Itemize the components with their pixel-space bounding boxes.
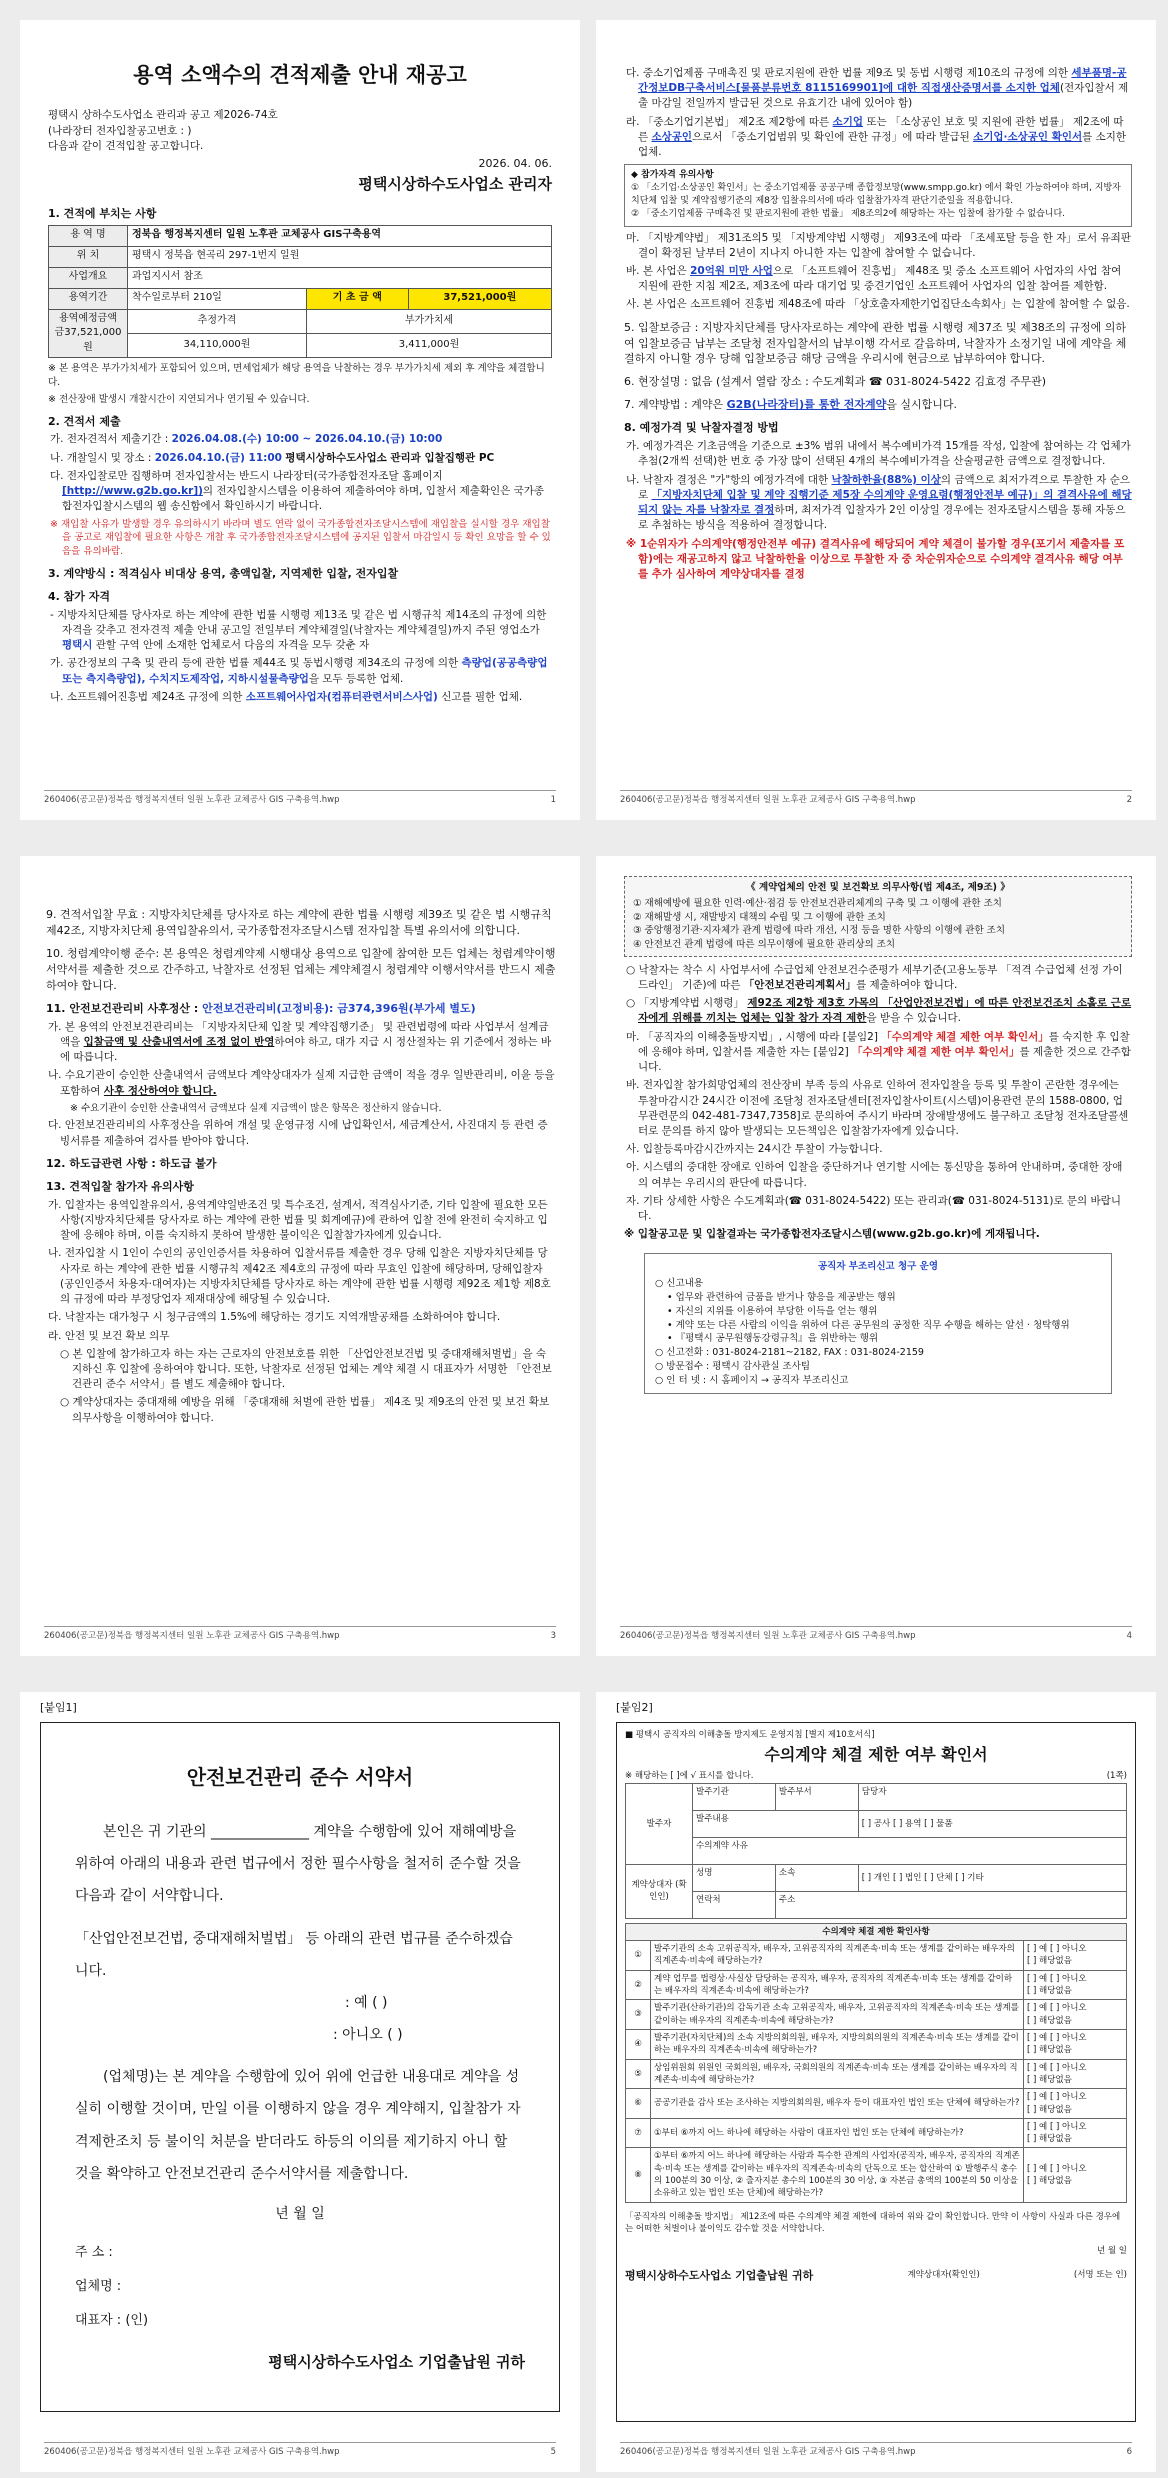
form-header: ■ 평택시 공직자의 이해충돌 방지제도 운영지침 [별지 제10호서식] — [625, 1729, 875, 1740]
form-recipient: 평택시상하수도사업소 기업출납원 귀하 — [625, 2268, 814, 2282]
caution-c: 다. 낙찰자는 대가청구 시 청구금액의 1.5%에 해당하는 경기도 지역개발공채를 소화하여야 합니다. — [48, 1311, 501, 1324]
est-price-label: 추정가격 — [128, 309, 307, 333]
service-name: 정북읍 행정복지센터 일원 노후관 교체공사 GIS구축용역 — [128, 225, 552, 246]
field-label: 발주내용 — [693, 1810, 859, 1837]
field-label: 수의계약 사유 — [693, 1837, 1127, 1864]
rebid-number: (나라장터 전자입찰공고번호 : ) — [48, 124, 192, 137]
row-number: ① — [626, 1941, 651, 1971]
page-number: 5 — [550, 2446, 556, 2457]
term: 「지방자치단체 입찰 및 계약 집행기준 제5장 수의계약 운영요령(행정안전부 예규)」의 결격사유에 해당되지 않는 자를 낙찰자로 결정 — [638, 488, 1132, 517]
text: 으로 「소프트웨어 진흥법」 제48조 및 중소 소프트웨어 사업자의 사업 참여 지원에 관한 지침 제2조, 제3조에 따라 대기업 및 중견기업인 소프트웨어 사업자의 입찰 참여를 제한함. — [638, 264, 1122, 293]
text: 가. 본 용역의 안전보건관리비는 「지방자치단체 입찰 및 계약집행기준」 및 관련법령에 따라 사업부서 설계금액을 — [48, 1020, 549, 1048]
page-5 — [20, 1692, 580, 2472]
term: 20억원 미만 사업 — [690, 264, 773, 277]
check-answer[interactable] — [1024, 1970, 1127, 2000]
service-overview: 과업지시서 참조 — [128, 267, 552, 288]
page-side: (1쪽) — [1106, 1771, 1127, 1782]
page-footer — [44, 790, 556, 806]
vat-note: ※ 본 용역은 부가가치세가 포함되어 있으며, 면세업체가 해당 용역을 낙찰하는 경우 부가가치세 제외 후 계약을 체결합니다. — [48, 363, 545, 388]
text: 또는 「소상공인 보호 및 지원에 관한 법률」 제2조에 따른 — [638, 115, 1124, 143]
note-item: ② 「중소기업제품 구매촉진 및 판로지원에 관한 법률」 제8조의2에 해당하는 자는 입찰에 참가할 수 없습니다. — [631, 209, 1066, 220]
text: 다. 중소기업제품 구매촉진 및 판로지원에 관한 법률 제9조 및 동법 시행령 제10조의 규정에 의한 — [626, 67, 1069, 79]
form-title: 안전보건관리 준수 서약서 — [186, 1764, 414, 1789]
vat-label: 부가가치세 — [307, 309, 552, 333]
price-method: 가. 예정가격은 기초금액을 기준으로 ±3% 범위 내에서 복수예비가격 15개를 작성, 입찰에 참여하는 각 업체가 추첨(2개씩 선택)한 번호 중 가장 많이 선택된 4개의 복수예비가격을 산술평균한 금액으로 결정합니다. — [626, 440, 1131, 468]
caution-d2: ○ 계약상대자는 중대재해 예방을 위해 「중대재해 처벌에 관한 법률」 제4조 및 제9조의 안전 및 보건 확보 의무사항을 이행하여야 합니다. — [60, 1396, 550, 1424]
check-question: 상임위원회 위원인 국회의원, 배우자, 국회의원의 직계존속·비속 또는 생계를 같이하는 배우자의 직계존속·비속에 해당하는가? — [651, 2059, 1024, 2089]
text: 으로서 「중소기업범위 및 확인에 관한 규정」에 따라 발급된 — [692, 130, 970, 143]
section-1-title: 1. 견적에 부치는 사항 — [48, 206, 157, 220]
page-3 — [20, 856, 580, 1656]
pledge-body — [75, 1816, 525, 2230]
party-table — [625, 1783, 1127, 1919]
text: (전자입찰서 제출 마감일 전일까지 발급된 것으로 유효기간 내에 있어야 함) — [638, 82, 1129, 110]
corruption-report-box — [644, 1253, 1112, 1395]
field-label: 연락처 — [693, 1891, 776, 1918]
report-item: ○ 신고내용 — [655, 1278, 704, 1290]
report-item: • 자신의 지위를 이용하여 부당한 이득을 얻는 행위 — [667, 1305, 878, 1317]
issuer-label: 발주자 — [626, 1783, 693, 1864]
answer-na[interactable]: [ ] 해당없음 — [1027, 2074, 1072, 2085]
row-number: ④ — [626, 2029, 651, 2059]
product-code: 세부품명-공간정보DB구축서비스[물품분류번호 8115169901]에 대한 직접생산증명서를 소지한 업체 — [638, 67, 1127, 95]
caution-a: 가. 입찰자는 용역입찰유의서, 용역계약일반조건 및 특수조건, 설계서, 적격심사기준, 기타 입찰에 필요한 모든 사항(지방자치단체를 당사자로 하는 계약에 관한 법률 및 회계예규)에 관하여 입찰 전에 완전히 숙지하고 입찰에 응해야 하며, 이를 숙지하지 못하여 발생한 불이익은 입찰참가자에게 있습니다. — [48, 1198, 548, 1242]
answer-yes-no[interactable]: [ ] 예 [ ] 아니오 — [1027, 2121, 1087, 2132]
text: 7. 계약방법 : 계약은 — [624, 398, 724, 412]
section-5: 5. 입찰보증금 : 지방자치단체를 당사자로하는 계약에 관한 법률 시행령 제37조 및 제38조의 규정에 의하여 입찰보증금 납부는 조달청 전자입찰서의 납부이행 각서로 갈음하며, 낙찰자가 소정기일 내에 계약을 체결하지 아니할 경우 당해 입찰보증금 해당 금액을 우리시에 현금으로 납부하여야 합니다. — [624, 320, 1127, 366]
answer-na[interactable]: [ ] 해당없음 — [1027, 2015, 1072, 2026]
sign-note: (서명 또는 인) — [1073, 2270, 1127, 2281]
term: 「안전보건관리계획서」 — [743, 979, 857, 992]
caution-d1: ○ 본 입찰에 참가하고자 하는 자는 근로자의 안전보호를 위한 「산업안전보건법 및 중대재해처벌법」을 숙지하신 후 입찰에 응하여야 합니다. 또한, 낙찰자로 선정된 업체는 계약 체결 시 대표자가 서명한 「안전보건관리 준수 서약서」를 별도 제출해야 합니다. — [60, 1347, 552, 1391]
row-number: ⑦ — [626, 2118, 651, 2148]
section-4-title: 4. 참가 자격 — [48, 589, 110, 603]
box-title: 《 계약업체의 안전 및 보건확보 의무사항(법 제4조, 제9조) 》 — [746, 882, 1010, 893]
caution-b: 나. 전자입찰 시 1인이 수인의 공인인증서를 차용하여 입찰서류를 제출한 경우 당해 입찰은 지방자치단체를 당사자로 하는 계약에 관한 법률 시행규칙 제42조 제4호의 규정에 따라 무효인 입찰에 해당하며, 당해입찰자(공인인증서 차용자·대여자)는 지방자치단체를 당사자로 하는 계약에 관한 법률 시행령 제92조 제1항 제8호의 규정에 따라 부정당업자 제재대상에 해당될 수 있습니다. — [48, 1247, 551, 1306]
submission-period-value: 2026.04.08.(수) 10:00 ~ 2026.04.10.(금) 10:00 — [171, 433, 443, 446]
table-row — [626, 1891, 1127, 1918]
table-row — [626, 1837, 1127, 1864]
page-footer — [620, 2442, 1132, 2458]
field-label: 성명 — [693, 1864, 776, 1891]
notice-date: 2026. 04. 06. — [478, 157, 552, 171]
mark-note: ※ 해당하는 [ ]에 √ 표시를 합니다. — [625, 1771, 754, 1782]
signer-row — [625, 2268, 1127, 2284]
field-label: 발주부서 — [775, 1783, 858, 1810]
duty-item: ② 재해발생 시, 재발방지 대책의 수립 및 그 이행에 관한 조치 — [633, 911, 886, 923]
attachment-label: [붙임1] — [40, 1701, 77, 1714]
check-answer[interactable] — [1024, 2148, 1127, 2202]
duty-item: ① 재해예방에 필요한 인력·예산·점검 등 안전보건관리체계의 구축 및 그 이행에 관한 조치 — [633, 897, 1002, 909]
page-footer — [620, 1626, 1132, 1642]
text: 라. 「중소기업기본법」 제2조 제2항에 따른 — [626, 115, 830, 128]
section-6: 6. 현장설명 : 없음 (설계서 열람 장소 : 수도계획과 ☎ 031-8024-5422 김효경 주무관) — [624, 375, 1047, 389]
opening-time — [48, 451, 552, 466]
answer-yes-no[interactable]: [ ] 예 [ ] 아니오 — [1027, 1973, 1087, 1984]
footer-filename: 260406(공고문)정북읍 행정복지센터 일원 노후관 교체공사 GIS 구축용역.hwp — [44, 2446, 340, 2457]
field-label: 주소 — [775, 1891, 1126, 1918]
winner-method — [624, 473, 1132, 534]
duty-item: ④ 안전보건 관계 법령에 따른 의무이행에 필요한 관리상의 조치 — [633, 939, 896, 951]
label: 나. 개찰일시 및 장소 : — [50, 451, 152, 464]
term: 소기업 — [832, 115, 863, 128]
row-number: ⑥ — [626, 2089, 651, 2119]
safety-cost: 안전보건관리비(고정비용): 금374,396원(부가세 별도) — [202, 1001, 476, 1015]
section-11 — [46, 1001, 556, 1017]
text: 를 숙지한 후 입찰에 응해야 하며, 입찰서를 제출한 자는 [붙임2] — [638, 1030, 1130, 1058]
opening-time-value: 2026.04.10.(금) 11:00 — [154, 451, 282, 464]
text: 을 모두 등록한 업체. — [308, 672, 404, 685]
table-row — [49, 225, 552, 246]
region: 평택시 — [62, 639, 93, 652]
qualification-main — [48, 608, 552, 654]
g2b-link[interactable]: [http://www.g2b.go.kr]) — [62, 485, 203, 498]
result-posting: ※ 입찰공고문 및 입찰결과는 국가종합전자조달시스템(www.g2b.go.kr)에 게재됩니다. — [624, 1228, 1040, 1241]
signature-block — [75, 2236, 525, 2337]
text: 하며, 최저가격 입찰자가 2인 이상일 경우에는 전자조달시스템을 통해 자동으로 추첨하는 방식을 적용하여 결정합니다. — [638, 504, 1126, 532]
est-amount-label: 용역예정금액 — [59, 312, 117, 324]
signer-label: 계약상대자(확인인) — [907, 2270, 980, 2281]
table-header — [49, 309, 128, 358]
form-title: 수의계약 체결 제한 여부 확인서 — [764, 1745, 988, 1765]
check-answer[interactable] — [1024, 1941, 1127, 1971]
table-row — [49, 246, 552, 267]
bid-24h: 사. 입찰등록마감시간까지는 24시간 투찰이 가능합니다. — [626, 1143, 883, 1156]
opening-place: 평택시상하수도사업소 관리과 입찰집행관 PC — [285, 451, 495, 464]
answer-yes-no[interactable]: [ ] 예 [ ] 아니오 — [1027, 2062, 1087, 2073]
attachment-label: [붙임2] — [616, 1701, 653, 1714]
footer-filename: 260406(공고문)정북읍 행정복지센터 일원 노후관 교체공사 GIS 구축용역.hwp — [620, 1630, 916, 1641]
check-table — [625, 1923, 1127, 2203]
text: 의 금액으로 최저가격으로 투찰한 자 순으로 — [638, 473, 1130, 501]
row-number: ③ — [626, 2000, 651, 2030]
report-visit: ○ 방문접수 : 평택시 감사관실 조사팀 — [655, 1360, 811, 1372]
answer-yes-no[interactable]: [ ] 예 [ ] 아니오 — [1027, 1944, 1087, 1955]
check-question: 발주기관(산하기관)의 감독기관 소속 고위공직자, 배우자, 고위공직자의 직계존속·비속 또는 생계를 같이하는 배우자의 직계존속·비속에 해당하는가? — [651, 2000, 1024, 2030]
qualification-b — [48, 690, 552, 705]
qualification-limit-note — [624, 996, 1132, 1026]
report-phone: ○ 신고전화 : 031-8024-2181~2182, FAX : 031-8024-2159 — [655, 1347, 924, 1359]
term: 소상공인 — [651, 130, 693, 143]
form-date: 년 월 일 — [1096, 2246, 1127, 2257]
table-header: 위 치 — [49, 246, 128, 267]
notice-number: 평택시 상하수도사업소 관리과 공고 제2026-74호 — [48, 109, 278, 122]
text: 관할 구역 안에 소재한 업체로서 다음의 자격을 모두 갖춘 자 — [95, 639, 370, 652]
submission-period — [48, 432, 552, 447]
footer-filename: 260406(공고문)정북읍 행정복지센터 일원 노후관 교체공사 GIS 구축용역.hwp — [44, 1630, 340, 1641]
notes-title: ◆ 참가자격 유의사항 — [631, 170, 714, 181]
table-row — [626, 1923, 1127, 1940]
ceo-field: 대표자 : (인) — [75, 2312, 149, 2328]
row-number: ⑤ — [626, 2059, 651, 2089]
base-amount-value: 37,521,000원 — [408, 288, 551, 309]
rebid-warning: ※ 재입찰 사유가 발생할 경우 유의하시기 바라며 별도 연락 없이 국가종합전자조달시스템에 재입찰을 실시할 경우 재입찰을 공고로 재입찰에 필요한 사항은 개찰 후 국가종합전자조달시스템에 공지된 입찰서 마감일시 등 확인 요망을 할 수 있음을 유의바람. — [50, 518, 551, 558]
contact-info: 자. 기타 상세한 사항은 수도계획과(☎ 031-8024-5422) 또는 관리과(☎ 031-8024-5131)로 문의 바랍니다. — [626, 1194, 1121, 1223]
table-row — [49, 288, 552, 309]
answer-yes-no[interactable]: [ ] 예 [ ] 아니오 — [1027, 2163, 1087, 2174]
notice-org: 평택시상하수도사업소 관리자 — [358, 175, 552, 194]
system-outage: 아. 시스템의 중대한 장애로 인하여 입찰을 중단하거나 연기할 시에는 통신망을 통하여 안내하며, 중대한 장애의 여부는 우리시의 판단에 따릅니다. — [626, 1161, 1123, 1189]
safety-c: 다. 안전보건관리비의 사후정산을 위하여 개설 및 운영규정 시에 납입확인서, 세금계산서, 사진대지 등 관련 증빙서류를 제출하여 검사를 받아야 합니다. — [48, 1119, 548, 1147]
priority-warning: ※ 1순위자가 수의계약(행정안전부 예규) 결격사유에 해당되어 계약 체결이 불가할 경우(포기서 제출자를 포함)에는 재공고하지 않고 낙찰하한율 이상으로 투찰한 자 중 차순위자순으로 수의계약 결격사유 해당 여부를 추가 심사하여 계약상대자를 결정 — [626, 537, 1125, 580]
check-title: 수의계약 체결 제한 확인사항 — [626, 1923, 1127, 1940]
est-price-value: 34,110,000원 — [128, 333, 307, 357]
pledge-date: 년 월 일 — [275, 2206, 325, 2222]
page-number: 2 — [1126, 794, 1132, 805]
text: 마. 「공직자의 이해충돌방지법」, 시행에 따라 [붙임2] — [626, 1030, 878, 1043]
table-row — [626, 1864, 1127, 1891]
term: 「수의계약 체결 제한 여부 확인서」 — [852, 1045, 1020, 1058]
check-answer[interactable] — [1024, 2059, 1127, 2089]
page-number: 4 — [1126, 1630, 1132, 1641]
term: 제92조 제2항 제3호 가목의 「산업안전보건법」에 따른 안전보건조치 소홀로 근로자에게 위해를 끼치는 업체는 입찰 참가 자격 제한 — [638, 997, 1132, 1025]
table-row — [49, 267, 552, 288]
label: 가. 전자견적서 제출기간 : — [50, 433, 169, 446]
table-row — [626, 2148, 1127, 2202]
notice-title: 용역 소액수의 견적제출 안내 재공고 — [133, 63, 467, 87]
page-4 — [596, 856, 1156, 1656]
term: 입찰금액 및 산출내역서에 조정 없이 반영 — [83, 1035, 275, 1048]
answer-yes-no[interactable]: [ ] 예 [ ] 아니오 — [1027, 2003, 1087, 2014]
page-number: 6 — [1126, 2446, 1132, 2457]
page-6 — [596, 1692, 1156, 2472]
table-row — [626, 2059, 1127, 2089]
answer-na[interactable]: [ ] 해당없음 — [1027, 1986, 1072, 1996]
answer-na[interactable]: [ ] 해당없음 — [1027, 1956, 1072, 1967]
term: G2B(나라장터)를 통한 전자계약 — [726, 398, 887, 412]
check-question: 계약 업무를 법령상·사실상 담당하는 공직자, 배우자, 공직자의 직계존속·비속 또는 생계를 같이하는 배우자의 직계존속·비속에 해당하는가? — [651, 1970, 1024, 2000]
section-7 — [624, 397, 1132, 413]
page-1 — [20, 20, 580, 820]
text: 나. 수요기관이 승인한 산출내역서 금액보다 계약상대자가 실제 지급한 금액이 적을 경우 일반관리비, 이윤 등을 포함하여 — [48, 1069, 555, 1097]
text: 를 제출한 것으로 간주합니다. — [638, 1045, 1131, 1074]
term: 「수의계약 체결 제한 여부 확인서」 — [881, 1030, 1049, 1043]
safety-plan-note — [624, 963, 1132, 993]
safety-b-note: ※ 수요기관이 승인한 산출내역서 금액보다 실제 지급액이 많은 항목은 정산하지 않습니다. — [70, 1102, 442, 1114]
table-row — [626, 1783, 1127, 1810]
field-options: [ ] 개인 [ ] 법인 [ ] 단체 [ ] 기타 — [858, 1864, 1126, 1891]
text: 가. 공간정보의 구축 및 관리 등에 관한 법률 제44조 및 동법시행령 제34조의 규정에 의한 — [50, 657, 459, 670]
row-number: ⑧ — [626, 2148, 651, 2202]
vat-value: 3,411,000원 — [307, 333, 552, 357]
report-item: • 『평택시 공무원행동강령규칙』을 위반하는 행위 — [667, 1333, 879, 1345]
qualification-e: 마. 「지방계약법」 제31조의5 및 「지방계약법 시행령」 제93조에 따라 「조세포탈 등을 한 자」로서 유죄판결이 확정된 날부터 2년이 지나지 아니한 자는 입찰에 참여할 수 없습니다. — [626, 231, 1131, 259]
text: 하여야 하고, 대가 지급 시 정산절차는 위 기준에서 정하는 바에 따릅니다. — [60, 1035, 552, 1064]
software-license: 소프트웨어사업자(컴퓨터관련서비스사업) — [245, 690, 438, 703]
address-field: 주 소 : — [75, 2245, 113, 2261]
firm-field: 업체명 : — [75, 2278, 122, 2294]
est-amount-value: 금37,521,000원 — [54, 327, 122, 353]
footer-filename: 260406(공고문)정북읍 행정복지센터 일원 노후관 교체공사 GIS 구축용역.hwp — [44, 794, 340, 805]
text: 를 제출하여야 합니다. — [856, 979, 958, 992]
section-12: 12. 하도급관련 사항 : 하도급 불가 — [46, 1156, 217, 1170]
text: 바. 본 사업은 — [626, 264, 687, 277]
note-item: ① 「소기업·소상공인 확인서」는 중소기업제품 공공구매 종합정보망(www.smpp.go.kr) 에서 확인 가능하여야 하며, 지방자치단체 입찰 및 계약집행기준의 제8장 입찰유의서에 따라 입찰참가자격 판단기준일을 적용합니다. — [631, 183, 1121, 207]
answer-na[interactable]: [ ] 해당없음 — [1027, 2104, 1072, 2115]
answer-na[interactable]: [ ] 해당없음 — [1027, 2045, 1072, 2056]
table-row — [626, 2089, 1127, 2119]
caution-d: 라. 안전 및 보건 확보 의무 — [48, 1329, 170, 1342]
check-answer[interactable] — [1024, 2089, 1127, 2119]
qualification-c — [624, 66, 1132, 112]
outage-note: ※ 전산장애 발생시 개찰시간이 지연되거나 연기될 수 있습니다. — [48, 393, 310, 405]
text: 다. 전자입찰로만 집행하며 전자입찰서는 반드시 나라장터(국가종합전자조달 홈페이지 — [50, 469, 443, 482]
bid-info-table — [48, 225, 552, 359]
table-row — [626, 2029, 1127, 2059]
report-internet: ○ 인 터 넷 : 시 홈페이지 → 공직자 부조리신고 — [655, 1374, 849, 1386]
qualification-notes — [624, 164, 1132, 226]
table-row — [49, 309, 552, 333]
pledge-no: : 아니오 ( ) — [333, 2027, 403, 2044]
conflict-check-form — [616, 1722, 1136, 2422]
section-8-title: 8. 예정가격 및 낙찰자결정 방법 — [624, 421, 779, 435]
answer-yes-no[interactable]: [ ] 예 [ ] 아니오 — [1027, 2092, 1087, 2103]
field-label: 소속 — [775, 1864, 858, 1891]
footer-filename: 260406(공고문)정북읍 행정복지센터 일원 노후관 교체공사 GIS 구축용역.hwp — [620, 794, 916, 805]
page-number: 3 — [550, 1630, 556, 1641]
page-2 — [596, 20, 1156, 820]
section-2-title: 2. 견적서 제출 — [48, 414, 121, 428]
text: - 지방자치단체를 당사자로 하는 계약에 관한 법률 시행령 제13조 및 같은 법 시행규칙 제14조의 규정에 의한 자격을 갖추고 전자견적 제출 안내 공고일 전일부터 계약체결일(낙찰자는 계약체결일)까지 주된 영업소가 — [50, 608, 547, 636]
table-header: 사업개요 — [49, 267, 128, 288]
check-answer[interactable] — [1024, 2029, 1127, 2059]
field-options: [ ] 공사 [ ] 용역 [ ] 물품 — [858, 1810, 1126, 1837]
pledge-yes: : 예 ( ) — [345, 1994, 388, 2011]
safety-b — [46, 1068, 556, 1098]
outage-contact: 바. 전자입찰 참가희망업체의 전산장비 부족 등의 사유로 인하여 전자입찰을 등록 및 투찰이 곤란한 경우에는 투찰마감시간 24시간 이전에 조달청 전자조달센터[전자입찰사이트(시스템)이용관련 문의 1588-0800, 업무관련문의 042-481-7347,7358]로 문의하여 주시기 바라며 장애발생에도 불구하고 조달청 전자조달콜센터로 문의를 하지 않아 발생되는 모든책임은 입찰참가자에게 있습니다. — [626, 1079, 1129, 1138]
qualification-d — [624, 115, 1132, 161]
conflict-note — [624, 1030, 1132, 1076]
answer-na[interactable]: [ ] 해당없음 — [1027, 2134, 1072, 2145]
party-label: 계약상대자 (확인인) — [626, 1864, 693, 1918]
service-location: 평택시 정북읍 현곡리 297-1번지 일원 — [128, 246, 552, 267]
declaration: 「공직자의 이해충돌 방지법」 제12조에 따른 수의계약 체결 제한에 대하여 위와 같이 확인합니다. 만약 이 사항이 사실과 다른 경우에는 어떠한 처벌이나 불이익도 감수할 것을 서약합니다. — [625, 2211, 1121, 2234]
pledge-commitment: (업체명)는 본 계약을 수행함에 있어 위에 언급한 내용대로 계약을 성실히 이행할 것이며, 만일 이를 이행하지 않을 경우 계약해지, 입찰참가 자격제한조치 등 불이익 처분을 받더라도 하등의 이의를 제기하지 아니 할 것을 확약하고 안전보건관리 준수서약서를 제출합니다. — [75, 2069, 521, 2182]
text: 나. 소프트웨어진흥법 제24조 규정에 의한 — [50, 690, 243, 703]
answer-yes-no[interactable]: [ ] 예 [ ] 아니오 — [1027, 2032, 1087, 2043]
duty-item: ③ 중앙행정기관·지자체가 관계 법령에 따라 개선, 시정 등을 명한 사항의 이행에 관한 조치 — [633, 925, 1005, 937]
check-answer[interactable] — [1024, 2118, 1127, 2148]
table-row — [626, 2000, 1127, 2030]
footer-filename: 260406(공고문)정북읍 행정복지센터 일원 노후관 교체공사 GIS 구축용역.hwp — [620, 2446, 916, 2457]
text: 의 전자입찰시스템을 이용하여 제출하여야 하며, 입찰서 제출확인은 국가종합전자입찰시스템의 웹 송신함에서 확인하시기 바랍니다. — [62, 485, 545, 513]
qualification-g: 사. 본 사업은 소프트웨어 진흥법 제48조에 따라 「상호출자제한기업집단소속회사」는 입찰에 참여할 수 없음. — [626, 298, 1130, 311]
text: 신고를 필한 업체. — [441, 690, 523, 703]
term: 사후 정산하여야 합니다. — [103, 1084, 217, 1097]
table-header: 용 역 명 — [49, 225, 128, 246]
pledge-intro: 본인은 귀 기관의 ______________ 계약을 수행함에 있어 재해예방을 위하여 아래의 내용과 관련 법규에서 정한 필수사항을 철저히 준수할 것을 다음과 같이 서약합니다. — [75, 1823, 521, 1905]
section-10: 10. 청렴계약이행 준수: 본 용역은 청렴계약제 시행대상 용역으로 입찰에 참여한 모든 업체는 청렴계약이행서약서를 제출한 것으로 간주하고, 낙찰자로 선정된 업체는 계약체결시 청렴계약 이행서약서를 반드시 제출하여야 합니다. — [46, 946, 556, 992]
table-row — [626, 1970, 1127, 2000]
table-row — [626, 1810, 1127, 1837]
check-question: 발주기관의 소속 고위공직자, 배우자, 고위공직자의 직계존속·비속 또는 생계를 같이하는 배우자의 직계존속·비속에 해당하는가? — [651, 1941, 1024, 1971]
field-label: 담당자 — [858, 1783, 1126, 1810]
text: ○ 낙찰자는 착수 시 사업부서에 수급업체 안전보건수준평가 세부기준(고용노동부 「적격 수급업체 선정 가이드라인」 기준)에 따른 — [626, 963, 1123, 992]
section-9: 9. 견적서입찰 무효 : 지방자치단체를 당사자로 하는 계약에 관한 법률 시행령 제39조 및 같은 법 시행규칙 제42조, 지방자치단체 용역입찰유의서, 국가종합전자조달시스템 전자입찰 특별 유의서에 의합니다. — [46, 908, 552, 937]
text: 11. 안전보건관리비 사후정산 : — [46, 1001, 199, 1015]
service-period: 착수일로부터 210일 — [128, 288, 307, 309]
check-question: 공공기관을 감사 또는 조사하는 지방의회의원, 배우자 등이 대표자인 법인 또는 단체에 해당하는가? — [651, 2089, 1024, 2119]
form-recipient: 평택시상하수도사업소 기업출납원 귀하 — [268, 2352, 525, 2371]
table-row — [626, 2118, 1127, 2148]
base-amount-label: 기 초 금 액 — [307, 288, 409, 309]
report-item: • 업무와 관련하여 금품을 받거나 향응을 제공받는 행위 — [667, 1292, 896, 1304]
field-label: 발주기관 — [693, 1783, 776, 1810]
term: 소기업·소상공인 확인서 — [973, 130, 1083, 143]
safety-a — [46, 1020, 556, 1066]
text: 을 받을 수 있습니다. — [866, 1012, 961, 1025]
report-item: • 계약 또는 다른 사람의 이익을 위하여 다른 공무원의 공정한 직무 수행을 해하는 알선 · 청탁행위 — [667, 1319, 1070, 1331]
check-question: ①부터 ⑥까지 어느 하나에 해당하는 사람이 대표자인 법인 또는 단체에 해당하는가? — [651, 2118, 1024, 2148]
safety-pledge-form — [40, 1722, 560, 2412]
qualification-a — [48, 656, 552, 686]
section-13-title: 13. 견적입찰 참가자 유의사항 — [46, 1179, 194, 1193]
table-row — [626, 1941, 1127, 1971]
text: 을 실시합니다. — [886, 398, 957, 412]
survey-licenses: 측량업(공공측량업 또는 측지측량업), 수치지도제작업, 지하시설물측량업 — [62, 657, 548, 685]
pledge-law: 「산업안전보건법, 중대재해처벌법」 등 아래의 관련 법규를 준수하겠습니다. — [75, 1930, 513, 1979]
check-question: 발주기관(자치단체)의 소속 지방의회의원, 배우자, 지방의회의원의 직계존속·비속 또는 생계를 같이하는 배우자의 직계존속·비속에 해당하는가? — [651, 2029, 1024, 2059]
check-question: ①부터 ⑥까지 어느 하나에 해당하는 사람과 특수한 관계의 사업자(공직자, 배우자, 공직자의 직계존속·비속 또는 생계를 같이하는 배우자의 직계존속·비속의 단독으로 또는 합산하여 ① 발행주식 총수의 100분의 30 이상, ② 출자지분 총수의 100분의 30 이상, ③ 자본금 총액의 100분의 50 이상을 소유하고 있는 법인 또는 단체)에 해당하는가? — [651, 2148, 1024, 2202]
text: 를 소지한 업체. — [638, 130, 1127, 159]
term: 낙찰하한율(88%) 이상 — [831, 473, 941, 486]
check-answer[interactable] — [1024, 2000, 1127, 2030]
row-number: ② — [626, 1970, 651, 2000]
text: 나. 낙찰자 결정은 "가"항의 예정가격에 대한 — [626, 473, 829, 486]
safety-duties-box — [624, 876, 1132, 957]
section-3-title: 3. 계약방식 : 적격심사 비대상 용역, 총액입찰, 지역제한 입찰, 전자입찰 — [48, 566, 399, 580]
page-footer — [620, 790, 1132, 806]
page-footer — [44, 1626, 556, 1642]
page-footer — [44, 2442, 556, 2458]
e-bid-note — [48, 469, 552, 515]
notice-intro: 다음과 같이 견적입찰 공고합니다. — [48, 139, 204, 152]
answer-na[interactable]: [ ] 해당없음 — [1027, 2176, 1072, 2187]
qualification-f — [624, 264, 1132, 294]
form-mark-row — [625, 1770, 1127, 1782]
table-header: 용역기간 — [49, 288, 128, 309]
page-number: 1 — [550, 794, 556, 805]
box-title: 공직자 부조리신고 청구 운영 — [817, 1260, 939, 1272]
text: ○ 「지방계약법 시행령」 — [626, 997, 744, 1010]
